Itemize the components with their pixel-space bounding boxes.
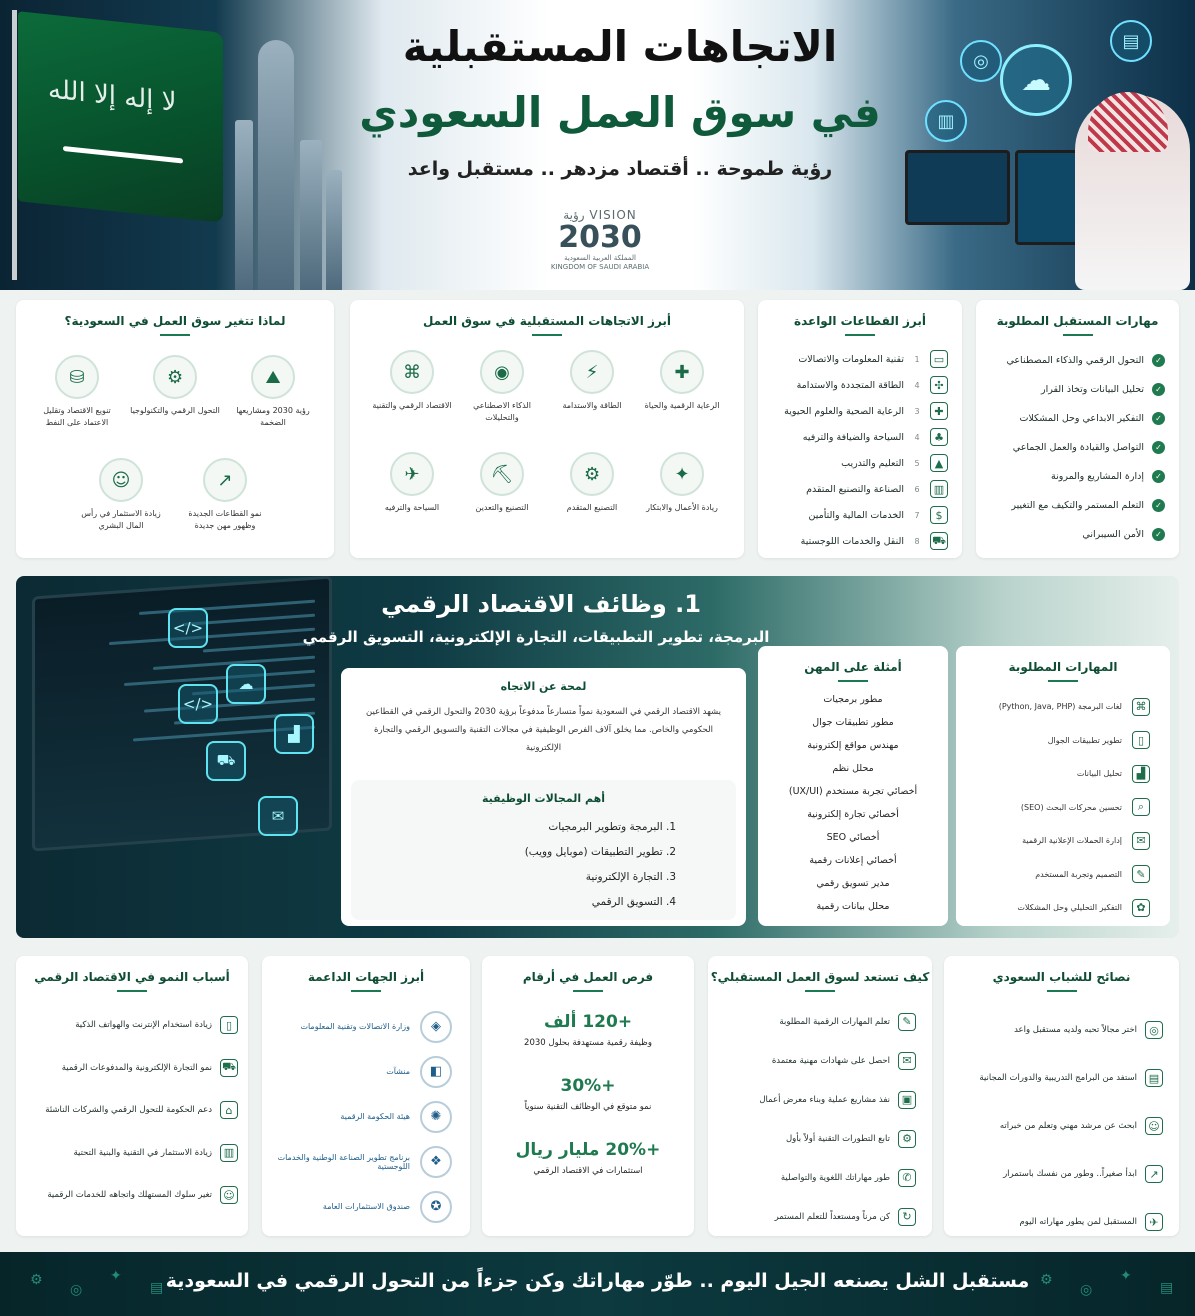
rocket-icon: ✈ <box>1145 1213 1163 1231</box>
body-label: منشآت <box>386 1067 410 1076</box>
numbers-card <box>482 956 694 1236</box>
list-item: 2. تطوير التطبيقات (موبايل وويب) <box>524 846 676 858</box>
puzzle-icon: ✿ <box>1132 899 1150 917</box>
check-icon: ✓ <box>1152 383 1165 396</box>
check-icon: ✓ <box>1152 441 1165 454</box>
chart-icon: ▟ <box>1132 765 1150 783</box>
page-title-line2: في سوق العمل السعودي <box>359 88 881 137</box>
ai-icon: ◎ <box>960 40 1002 82</box>
check-icon: ✓ <box>1152 354 1165 367</box>
vision-country-en: KINGDOM OF SAUDI ARABIA <box>550 263 650 271</box>
code-icon: </> <box>178 684 218 724</box>
decor-icon: ✦ <box>1120 1268 1132 1284</box>
portfolio-icon: ▣ <box>898 1091 916 1109</box>
list-item: مدير تسويق رقمي <box>816 878 890 889</box>
list-item <box>16 1004 248 1047</box>
list-item: مهندس مواقع إلكترونية <box>807 740 899 751</box>
prepare-card <box>708 956 932 1236</box>
prepare-label: تابع التطورات التقنية أولاً بأول <box>785 1133 890 1144</box>
palm-icon: ♣ <box>930 428 948 446</box>
item-number: 5 <box>914 458 920 468</box>
list-item <box>16 1089 248 1132</box>
list-item <box>986 346 1165 375</box>
trend-item <box>642 350 722 412</box>
mcit-logo-icon: ◈ <box>420 1011 452 1043</box>
flag-pole <box>12 10 17 280</box>
growth-card <box>16 956 248 1236</box>
list-item <box>708 1080 932 1119</box>
skill-label: تحليل البيانات <box>1076 769 1122 779</box>
target-icon: ◎ <box>1145 1021 1163 1039</box>
list-item <box>956 791 1170 825</box>
trend-label: السياحة والترفيه <box>384 503 440 512</box>
sectors-title: أبرز القطاعات الواعدة <box>758 314 962 336</box>
analytics-icon: ▤ <box>1110 20 1152 62</box>
mining-icon: ⛏ <box>480 452 524 496</box>
item-number: 4 <box>914 380 920 390</box>
trend-item <box>552 350 632 412</box>
growth-icon: ↗ <box>1145 1165 1163 1183</box>
list-item: أخصائي إعلانات رقمية <box>809 855 897 866</box>
advice-title: نصائح للشباب السعودي <box>944 970 1179 992</box>
skill-label: التفكير الابداعي وحل المشكلات <box>1019 413 1144 424</box>
pif-logo-icon: ✪ <box>420 1191 452 1223</box>
ndlp-logo-icon: ❖ <box>420 1146 452 1178</box>
section-subtitle: البرمجة، تطوير التطبيقات، التجارة الإلكترونية، التسويق الرقمي <box>302 628 770 646</box>
skill-label: التعلم المستمر والتكيف مع التغيير <box>1011 500 1144 511</box>
required-skills-card <box>956 646 1170 926</box>
overview-text: يشهد الاقتصاد الرقمي في السعودية نمواً متسارعاً مدفوعاً برؤية 2030 والتحول الرقمي في القطاعين الحكومي والخاص. مما يخلق آلاف الفرص الوظيفية في مجالات التقنية والتسويق الرقمي والتجارة الإلكترونية <box>365 707 722 753</box>
examples-card <box>758 646 948 926</box>
numbers-title: فرص العمل في أرقام <box>482 970 694 992</box>
advice-label: المستقبل لمن يطور مهاراته اليوم <box>1019 1217 1137 1227</box>
truck-icon: ⛟ <box>930 532 948 550</box>
stat-value: +120 ألف <box>543 1012 633 1032</box>
trend-label: الطاقة والاستدامة <box>562 401 622 410</box>
sector-label: التعليم والتدريب <box>841 457 904 469</box>
footer-banner <box>0 1252 1195 1316</box>
trend-label: ريادة الأعمال والابتكار <box>646 503 718 512</box>
health-icon: ✚ <box>930 402 948 420</box>
page-subtitle: رؤية طموحة .. أقتصاد مزدهر .. مستقبل واعد <box>407 158 833 180</box>
list-item <box>956 891 1170 925</box>
list-item <box>944 1198 1179 1246</box>
vision-year: 2030 <box>558 220 642 255</box>
list-item <box>768 372 948 398</box>
list-item <box>986 375 1165 404</box>
cart-icon: ⛟ <box>220 1059 238 1077</box>
code-icon: </> <box>168 608 208 648</box>
supporting-bodies-card <box>262 956 470 1236</box>
prepare-label: كن مرناً ومستعداً للتعلم المستمر <box>774 1211 890 1222</box>
decor-icon: ◎ <box>70 1282 83 1298</box>
list-item <box>944 1054 1179 1102</box>
skill-label: التصميم وتجربة المستخدم <box>1035 869 1122 879</box>
growth-label: زيادة استخدام الإنترنت والهواتف الذكية <box>75 1020 212 1031</box>
prepare-label: احصل على شهادات مهنية معتمدة <box>771 1055 890 1066</box>
list-item <box>986 491 1165 520</box>
list-item <box>944 1102 1179 1150</box>
skill-label: إدارة الحملات الإعلانية الرقمية <box>1022 836 1122 846</box>
list-item: محلل نظم <box>832 763 874 774</box>
body-label: هيئة الحكومة الرقمية <box>340 1112 410 1121</box>
skill-label: التفكير التحليلي وحل المشكلات <box>1017 903 1122 913</box>
trend-item <box>372 350 452 412</box>
advice-card <box>944 956 1179 1236</box>
why-label: رؤية 2030 ومشاريعها الضخمة <box>236 406 310 427</box>
why-card <box>16 300 334 558</box>
tower-icon <box>326 170 342 290</box>
list-item: أخصائي تجربة مستخدم (UX/UI) <box>788 786 918 797</box>
decor-icon: ◎ <box>1080 1282 1093 1298</box>
check-icon: ✓ <box>1152 412 1165 425</box>
tower-icon <box>235 120 253 290</box>
growth-label: دعم الحكومة للتحول الرقمي والشركات الناشئة <box>45 1105 212 1116</box>
sector-label: النقل والخدمات اللوجستية <box>800 535 904 547</box>
list-item <box>16 1047 248 1090</box>
list-item <box>956 858 1170 892</box>
footer-text: مستقبل الشل يصنعه الجيل اليوم .. طوّر مهاراتك وكن جزءاً من التحول الرقمي في السعودية <box>165 1270 1030 1292</box>
computer-icon: ▭ <box>930 350 948 368</box>
list-item <box>944 1006 1179 1054</box>
list-item: 4. التسويق الرقمي <box>591 896 676 908</box>
skill-label: لغات البرمجة (Python, Java, PHP) <box>998 702 1122 712</box>
trends-card <box>350 300 744 558</box>
why-item <box>228 355 318 429</box>
list-item <box>708 1002 932 1041</box>
list-item: مطور تطبيقات جوال <box>812 717 894 728</box>
skills-title: مهارات المستقبل المطلوبة <box>976 314 1179 336</box>
item-number: 4 <box>914 432 920 442</box>
sector-label: الطاقة المتجددة والاستدامة <box>796 379 904 391</box>
item-number: 6 <box>914 484 920 494</box>
list-item: 3. التجارة الإلكترونية <box>585 871 676 883</box>
vision-2030-logo <box>540 208 660 272</box>
list-item <box>956 690 1170 724</box>
why-item <box>76 458 166 532</box>
list-item: مطور برمجيات <box>823 694 883 705</box>
sector-label: تقنية المعلومات والاتصالات <box>798 353 904 365</box>
kingdom-tower-icon <box>258 40 294 290</box>
list-item <box>944 1150 1179 1198</box>
skill-label: التواصل والقيادة والعمل الجماعي <box>1012 442 1144 453</box>
design-icon: ✎ <box>1132 865 1150 883</box>
decor-icon: ⚙ <box>30 1272 43 1288</box>
mobile-icon: ▯ <box>1132 731 1150 749</box>
page-title: الاتجاهات المستقبلية <box>402 22 838 71</box>
sector-label: الرعاية الصحية والعلوم الحيوية <box>784 405 904 417</box>
item-number: 3 <box>914 406 920 416</box>
why-item <box>180 458 270 532</box>
why-title: لماذا تتغير سوق العمل في السعودية؟ <box>16 314 334 336</box>
list-item <box>768 450 948 476</box>
stat-value: +20% مليار ريال <box>515 1140 661 1160</box>
entrepreneur-icon: ✦ <box>660 452 704 496</box>
advice-label: اختر مجالاً تحبه ولديه مستقبل واعد <box>1014 1025 1137 1035</box>
check-icon: ✓ <box>1152 528 1165 541</box>
people-icon: ☺ <box>99 458 143 502</box>
economy-icon: ⛁ <box>55 355 99 399</box>
list-item: أخصائي SEO <box>826 832 880 843</box>
growth-title: أسباب النمو في الاقتصاد الرقمي <box>16 970 248 992</box>
growth-label: تغير سلوك المستهلك واتجاهه للخدمات الرقمية <box>47 1190 212 1201</box>
flexible-icon: ↻ <box>898 1208 916 1226</box>
tourism-icon: ✈ <box>390 452 434 496</box>
list-item <box>768 502 948 528</box>
trend-label: التصنيع المتقدم <box>566 503 618 512</box>
decor-icon: ▤ <box>1160 1280 1174 1296</box>
prepare-label: تعلم المهارات الرقمية المطلوبة <box>779 1016 890 1027</box>
list-item <box>768 528 948 554</box>
why-label: تنويع الاقتصاد وتقليل الاعتماد على النفط <box>43 406 111 427</box>
tower-icon <box>300 140 322 290</box>
code-icon: ⌘ <box>1132 698 1150 716</box>
prepare-label: نفذ مشاريع عملية وبناء معرض أعمال <box>759 1094 890 1105</box>
manufacturing-icon: ⚙ <box>570 452 614 496</box>
prepare-title: كيف تستعد لسوق العمل المستقبلي؟ <box>708 970 932 992</box>
list-item <box>708 1041 932 1080</box>
search-icon: ⌕ <box>1132 798 1150 816</box>
list-item <box>986 404 1165 433</box>
digital-economy-icon: ⌘ <box>390 350 434 394</box>
list-item <box>262 1049 470 1094</box>
skill-label: إدارة المشاريع والمرونة <box>1051 471 1144 482</box>
trend-item <box>552 452 632 514</box>
advice-label: ابحث عن مرشد مهني وتعلم من خبراته <box>999 1121 1137 1131</box>
list-item <box>262 1094 470 1139</box>
bar-chart-icon: ▥ <box>925 100 967 142</box>
factory-icon: ▥ <box>930 480 948 498</box>
ai-icon: ◉ <box>480 350 524 394</box>
dga-logo-icon: ✺ <box>420 1101 452 1133</box>
list-item: محلل بيانات رقمية <box>816 901 890 912</box>
growth-label: زيادة الاستثمار في التقنية والبنية التحتية <box>73 1147 212 1158</box>
stat-label: استثمارات في الاقتصاد الرقمي <box>533 1166 643 1176</box>
skill-label: تطوير تطبيقات الجوال <box>1047 735 1122 745</box>
list-item <box>986 433 1165 462</box>
skill-label: تحسين محركات البحث (SEO) <box>1020 802 1122 812</box>
stat-label: نمو متوقع في الوظائف التقنية سنوياً <box>524 1102 652 1112</box>
sectors-card <box>758 300 962 558</box>
list-item <box>262 1184 470 1229</box>
body-label: برنامج تطوير الصناعة الوطنية والخدمات اللوجستية <box>277 1152 410 1171</box>
section-title: 1. وظائف الاقتصاد الرقمي <box>381 590 701 618</box>
list-item: أخصائي تجارة إلكترونية <box>807 809 899 820</box>
why-item <box>130 355 220 417</box>
cloud-icon: ☁ <box>1000 44 1072 116</box>
training-icon: ▤ <box>1145 1069 1163 1087</box>
cart-icon: ⛟ <box>206 741 246 781</box>
megaphone-icon: ✉ <box>258 796 298 836</box>
overview-card <box>341 668 746 926</box>
chart-icon: ▟ <box>274 714 314 754</box>
stat-value: +30% <box>560 1076 616 1096</box>
trend-item <box>462 350 542 424</box>
vision-icon: ⛰ <box>251 355 295 399</box>
list-item <box>708 1119 932 1158</box>
trend-label: الاقتصاد الرقمي والتقنية <box>372 401 452 410</box>
skills-card <box>976 300 1179 558</box>
trend-label: التصنيع والتعدين <box>475 503 529 512</box>
list-item <box>986 462 1165 491</box>
learn-icon: ✎ <box>898 1013 916 1031</box>
list-item <box>768 346 948 372</box>
consumer-icon: ☺ <box>220 1186 238 1204</box>
sector-label: الخدمات المالية والتأمين <box>808 509 904 521</box>
item-number: 8 <box>914 536 920 546</box>
saudi-flag-icon: لا إله إلا الله <box>18 11 223 223</box>
language-icon: ✆ <box>898 1169 916 1187</box>
body-label: وزارة الاتصالات وتقنية المعلومات <box>300 1022 410 1031</box>
graduation-icon: ▲ <box>930 454 948 472</box>
fields-title: أهم المجالات الوظيفية <box>482 792 605 805</box>
check-icon: ✓ <box>1152 499 1165 512</box>
trend-item <box>642 452 722 514</box>
overview-title: لمحة عن الاتجاه <box>500 680 587 693</box>
cloud-icon: ☁ <box>226 664 266 704</box>
stat-label: وظيفة رقمية مستهدفة بحلول 2030 <box>524 1038 652 1048</box>
decor-icon: ⚙ <box>1040 1272 1053 1288</box>
list-item <box>708 1158 932 1197</box>
vision-label: VISION رؤية <box>563 208 637 222</box>
bodies-title: أبرز الجهات الداعمة <box>262 970 470 992</box>
list-item <box>16 1132 248 1175</box>
why-label: زيادة الاستثمار في رأس المال البشري <box>81 509 161 530</box>
item-number: 1 <box>914 354 920 364</box>
list-item <box>956 824 1170 858</box>
body-label: صندوق الاستثمارات العامة <box>322 1202 410 1211</box>
examples-title: أمثلة على المهن <box>758 660 948 682</box>
sector-label: السياحة والضيافة والترفيه <box>802 431 904 443</box>
list-item <box>262 1004 470 1049</box>
trends-title: أبرز الاتجاهات المستقبلية في سوق العمل <box>350 314 744 336</box>
list-item <box>768 476 948 502</box>
sector-label: الصناعة والتصنيع المتقدم <box>806 483 904 495</box>
list-item <box>956 757 1170 791</box>
skill-label: تحليل البيانات وتخاذ القرار <box>1041 384 1144 395</box>
hero-banner <box>0 0 1195 290</box>
list-item <box>768 398 948 424</box>
monitor-icon <box>905 150 1010 225</box>
megaphone-icon: ✉ <box>1132 832 1150 850</box>
phone-icon: ▯ <box>220 1016 238 1034</box>
list-item: 1. البرمجة وتطوير البرمجيات <box>548 821 676 833</box>
mentor-icon: ☺ <box>1145 1117 1163 1135</box>
list-item <box>262 1139 470 1184</box>
decor-icon: ✦ <box>110 1268 122 1284</box>
list-item <box>956 724 1170 758</box>
advice-label: ابدأ صغيراً.. وطور من نفسك باستمرار <box>1003 1169 1137 1179</box>
trend-label: الرعاية الرقمية والحياة <box>644 401 720 410</box>
skill-label: الأمن السيبراني <box>1082 529 1144 540</box>
why-item <box>32 355 122 429</box>
prepare-label: طور مهاراتك اللغوية والتواصلية <box>780 1172 890 1183</box>
wind-icon: ✣ <box>930 376 948 394</box>
skill-label: التحول الرقمي والذكاء المصطناعي <box>1006 355 1144 366</box>
digital-economy-section <box>16 576 1179 938</box>
list-item <box>16 1174 248 1217</box>
trend-label: الذكاء الاصطناعي والتحليلات <box>473 401 531 422</box>
list-item <box>708 1197 932 1236</box>
building-icon: ▥ <box>220 1144 238 1162</box>
trend-item <box>462 452 542 514</box>
list-item <box>768 424 948 450</box>
care-icon: ✚ <box>660 350 704 394</box>
monshaat-logo-icon: ◧ <box>420 1056 452 1088</box>
growth-icon: ↗ <box>203 458 247 502</box>
fields-card <box>351 780 736 920</box>
decor-icon: ▤ <box>150 1280 164 1296</box>
growth-label: نمو التجارة الإلكترونية والمدفوعات الرقمية <box>61 1062 212 1073</box>
required-skills-title: المهارات المطلوبة <box>956 660 1170 682</box>
check-icon: ✓ <box>1152 470 1165 483</box>
trend-item <box>372 452 452 514</box>
why-label: نمو القطاعات الجديدة وظهور مهن جديدة <box>188 509 262 530</box>
digital-icon: ⚙ <box>153 355 197 399</box>
government-icon: ⌂ <box>220 1101 238 1119</box>
finance-icon: $ <box>930 506 948 524</box>
item-number: 7 <box>914 510 920 520</box>
advice-label: استفد من البرامج التدريبية والدورات المجانية <box>979 1073 1137 1083</box>
tech-icon: ⚙ <box>898 1130 916 1148</box>
vision-country-ar: المملكة العربية السعودية <box>564 254 636 262</box>
energy-icon: ⚡ <box>570 350 614 394</box>
why-label: التحول الرقمي والتكنولوجيا <box>130 406 220 415</box>
certificate-icon: ✉ <box>898 1052 916 1070</box>
list-item <box>986 520 1165 549</box>
